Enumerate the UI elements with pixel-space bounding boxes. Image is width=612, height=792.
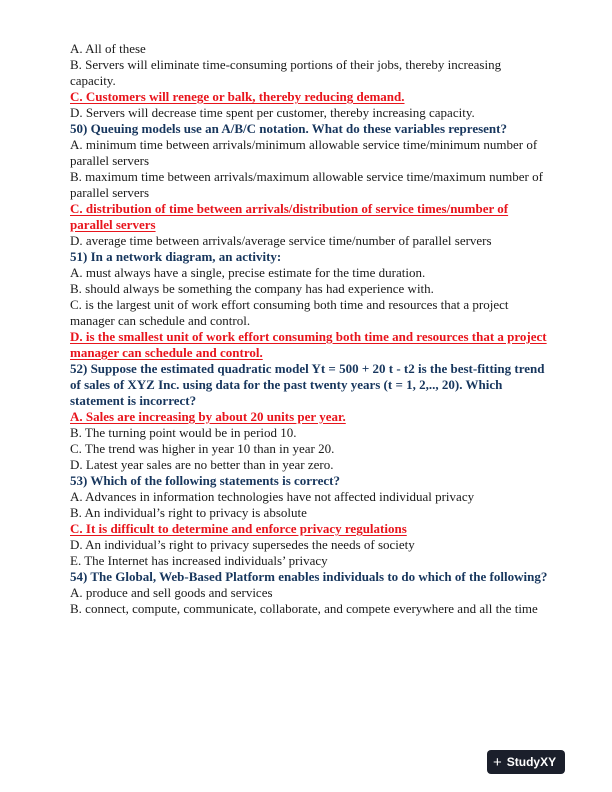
logo-text: StudyXY [506, 755, 557, 769]
option-0-a: A. All of these [70, 41, 146, 56]
option-b: B. maximum time between arrivals/maximum allowable service time/maximum number of parallel servers [70, 169, 543, 200]
option-a: A. minimum time between arrivals/minimum allowable service time/minimum number of parallel servers [70, 137, 538, 168]
option-d: D. average time between arrivals/average service time/number of parallel servers [70, 233, 492, 248]
option-0-c-correct: C. Customers will renege or balk, thereby reducing demand. [70, 89, 405, 104]
option-a: A. Advances in information technologies have not affected individual privacy [70, 489, 475, 504]
answer-block-0 [70, 41, 550, 121]
option-b: B. connect, compute, communicate, collaborate, and compete everywhere and all the time [70, 601, 538, 616]
question-stem: 52) Suppose the estimated quadratic model Yt = 500 + 20 t - t2 is the best-fitting trend of sales of XYZ Inc. using data for the past twenty years (t = 1, 2,.., 20). Which statement is incorrect? [70, 361, 545, 408]
option-c: C. The trend was higher in year 10 than in year 20. [70, 441, 335, 456]
option-d: D. An individual’s right to privacy supersedes the needs of society [70, 537, 415, 552]
option-b: B. should always be something the company has had experience with. [70, 281, 434, 296]
option-c-correct: C. It is difficult to determine and enforce privacy regulations [70, 521, 407, 536]
studyxy-logo[interactable] [487, 750, 565, 774]
option-b: B. The turning point would be in period 10. [70, 425, 297, 440]
question-52 [70, 361, 550, 473]
option-a: A. must always have a single, precise estimate for the time duration. [70, 265, 426, 280]
option-a-correct: A. Sales are increasing by about 20 units per year. [70, 409, 346, 424]
option-0-b: B. Servers will eliminate time-consuming portions of their jobs, thereby increasing capacity. [70, 57, 502, 88]
option-0-d: D. Servers will decrease time spent per customer, thereby increasing capacity. [70, 105, 475, 120]
question-54 [70, 569, 550, 617]
document-page [70, 41, 550, 617]
plus-icon: + [493, 753, 502, 771]
question-stem: 50) Queuing models use an A/B/C notation. What do these variables represent? [70, 121, 507, 136]
option-a: A. produce and sell goods and services [70, 585, 273, 600]
option-d: D. Latest year sales are no better than in year zero. [70, 457, 334, 472]
question-53 [70, 473, 550, 569]
question-stem: 53) Which of the following statements is correct? [70, 473, 340, 488]
option-c: C. is the largest unit of work effort consuming both time and resources that a project manager can schedule and control. [70, 297, 509, 328]
question-51 [70, 249, 550, 361]
question-50 [70, 121, 550, 249]
option-e: E. The Internet has increased individuals’ privacy [70, 553, 328, 568]
question-stem: 54) The Global, Web-Based Platform enables individuals to do which of the following? [70, 569, 548, 584]
option-d-correct: D. is the smallest unit of work effort consuming both time and resources that a project manager can schedule and control. [70, 329, 547, 360]
question-stem: 51) In a network diagram, an activity: [70, 249, 282, 264]
option-c-correct: C. distribution of time between arrivals/distribution of service times/number of parallel servers [70, 201, 509, 232]
option-b: B. An individual’s right to privacy is absolute [70, 505, 307, 520]
